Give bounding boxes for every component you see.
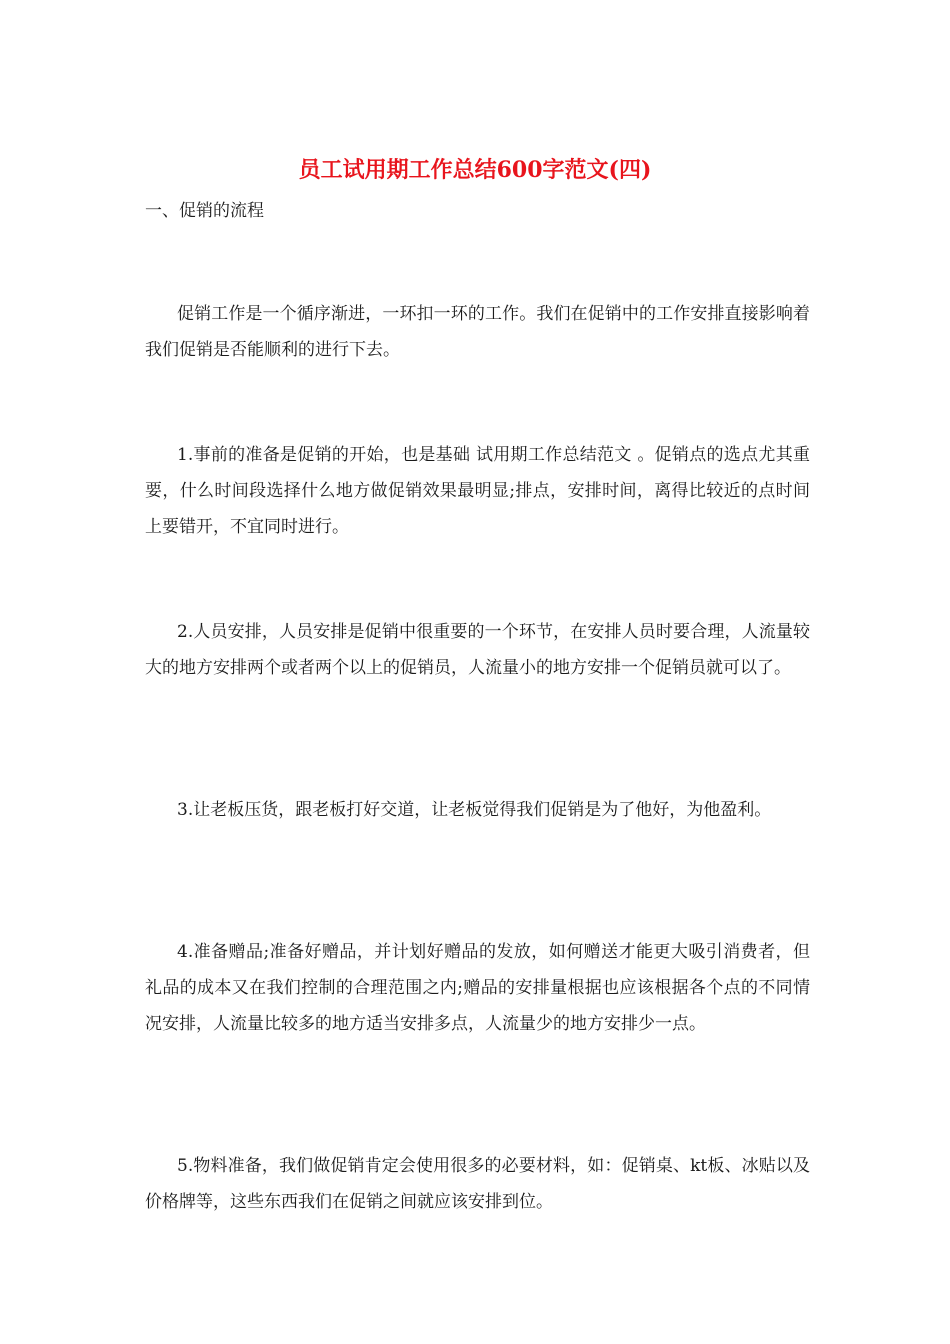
paragraph-intro: 促销工作是一个循序渐进，一环扣一环的工作。我们在促销中的工作安排直接影响着我们促销是否能顺利的进行下去。 (145, 304, 810, 360)
document-title: 员工试用期工作总结600字范文(四) (298, 157, 652, 183)
paragraph-item-2: 2.人员安排，人员安排是促销中很重要的一个环节，在安排人员时要合理，人流量较大的地方安排两个或者两个以上的促销员，人流量小的地方安排一个促销员就可以了。 (145, 622, 810, 678)
paragraph-item-3: 3.让老板压货，跟老板打好交道，让老板觉得我们促销是为了他好，为他盈利。 (177, 800, 772, 820)
paragraph-item-1: 1.事前的准备是促销的开始，也是基础 试用期工作总结范文 。促销点的选点尤其重要，什么时间段选择什么地方做促销效果最明显;排点，安排时间，离得比较近的点时间上要错开，不宜同时进行。 (145, 445, 810, 537)
paragraph-item-5: 5.物料准备，我们做促销肯定会使用很多的必要材料，如：促销桌、kt板、冰贴以及价格牌等，这些东西我们在促销之间就应该安排到位。 (145, 1156, 810, 1212)
paragraph-item-4: 4.准备赠品;准备好赠品，并计划好赠品的发放，如何赠送才能更大吸引消费者，但礼品的成本又在我们控制的合理范围之内;赠品的安排量根据也应该根据各个点的不同情况安排，人流量比较多的地方适当安排多点，人流量少的地方安排少一点。 (145, 942, 810, 1034)
section-heading: 一、促销的流程 (145, 201, 264, 221)
